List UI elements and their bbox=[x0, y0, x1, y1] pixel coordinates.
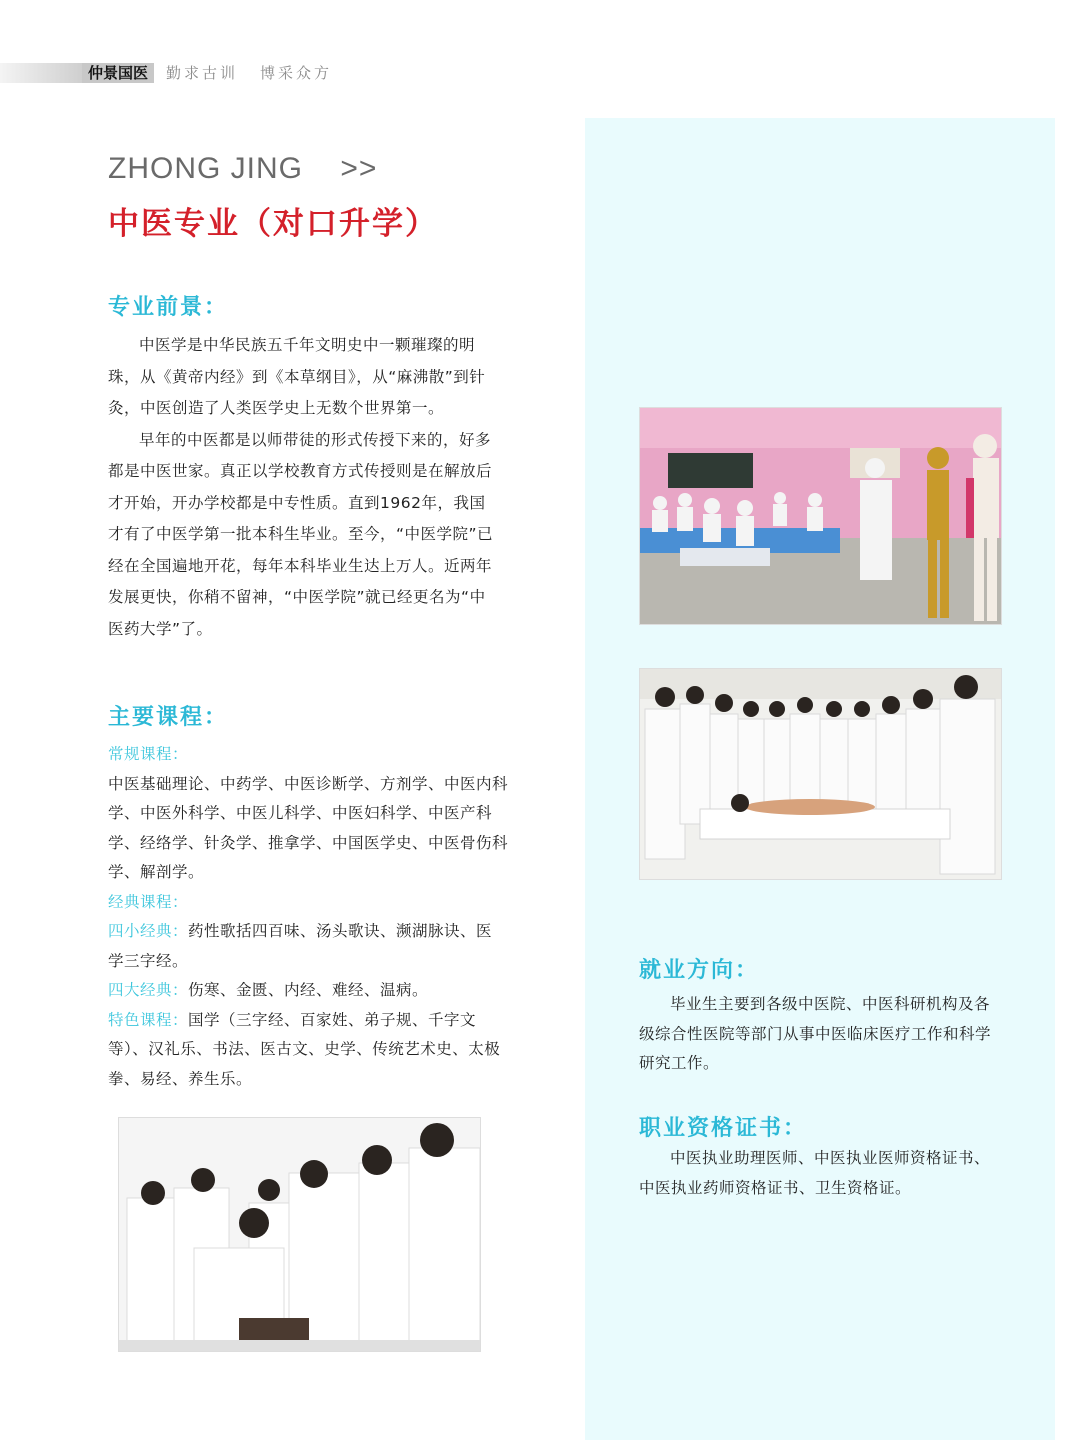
certificates-text: 中医执业助理医师、中医执业医师资格证书、中医执业药师资格证书、卫生资格证。 bbox=[639, 1149, 991, 1197]
four-small-classics bbox=[108, 917, 508, 976]
special-text: 国学（三字经、百家姓、弟子规、千字文等）、汉礼乐、书法、医古文、史学、传统艺术史、太极拳、易经、养生乐。 bbox=[108, 1010, 501, 1088]
header-motto-2: 博采众方 bbox=[260, 64, 333, 82]
special-label: 特色课程： bbox=[108, 1010, 189, 1029]
employment-text: 毕业生主要到各级中医院、中医科研机构及各级综合性医院等部门从事中医临床医疗工作和科学研究工作。 bbox=[639, 995, 992, 1072]
header-brand: 仲景国医 bbox=[82, 63, 154, 83]
prospect-paragraph-2: 早年的中医都是以师带徒的形式传授下来的，好多都是中医世家。真正以学校教育方式传授则是在解放后才开始，开办学校都是中专性质。直到1962年，我国才有了中医学第一批本科生毕业。至今，“中医学院”已经在全国遍地开花，每年本科毕业生达上万人。近两年发展更快，你稍不留神，“中医学院”就已经更名为“中医药大学”了。 bbox=[108, 430, 494, 638]
employment-body bbox=[639, 990, 1004, 1079]
teaching-photo bbox=[118, 1117, 481, 1352]
header-decor-bar bbox=[0, 63, 82, 83]
four-big-classics bbox=[108, 976, 508, 1006]
classroom-photo bbox=[639, 407, 1002, 625]
courses-heading: 主要课程： bbox=[108, 705, 229, 730]
regular-courses-label: 常规课程： bbox=[108, 745, 189, 763]
classic-courses-label: 经典课程： bbox=[108, 892, 189, 911]
four-big-text: 伤寒、金匮、内经、难经、温病。 bbox=[188, 981, 429, 999]
header-strip bbox=[0, 63, 372, 83]
four-small-text: 药性歌括四百味、汤头歌诀、濒湖脉诀、医学三字经。 bbox=[108, 922, 493, 970]
header-motto-1: 勤求古训 bbox=[166, 64, 239, 82]
four-small-label: 四小经典： bbox=[108, 922, 189, 940]
prospect-body bbox=[108, 330, 500, 645]
chinese-title: 中医专业（对口升学） bbox=[108, 206, 438, 242]
prospect-heading: 专业前景： bbox=[108, 295, 229, 320]
regular-courses-text: 中医基础理论、中药学、中医诊断学、方剂学、中医内科学、中医外科学、中医儿科学、中医妇科学、中医产科学、经络学、针灸学、推拿学、中国医学史、中医骨伤科学、解剖学。 bbox=[108, 774, 509, 881]
four-big-label: 四大经典： bbox=[108, 981, 189, 999]
certificates-body bbox=[639, 1144, 1004, 1203]
massage-demo-photo bbox=[639, 668, 1002, 880]
certificates-heading: 职业资格证书： bbox=[639, 1116, 808, 1141]
employment-heading: 就业方向： bbox=[639, 958, 760, 983]
prospect-paragraph-1: 中医学是中华民族五千年文明史中一颗璀璨的明珠，从《黄帝内经》到《本草纲目》，从“麻沸散”到针灸，中医创造了人类医学史上无数个世界第一。 bbox=[108, 336, 486, 417]
courses-body bbox=[108, 740, 508, 1094]
english-title: ZHONG JING >> bbox=[108, 152, 378, 185]
special-courses bbox=[108, 1006, 508, 1095]
